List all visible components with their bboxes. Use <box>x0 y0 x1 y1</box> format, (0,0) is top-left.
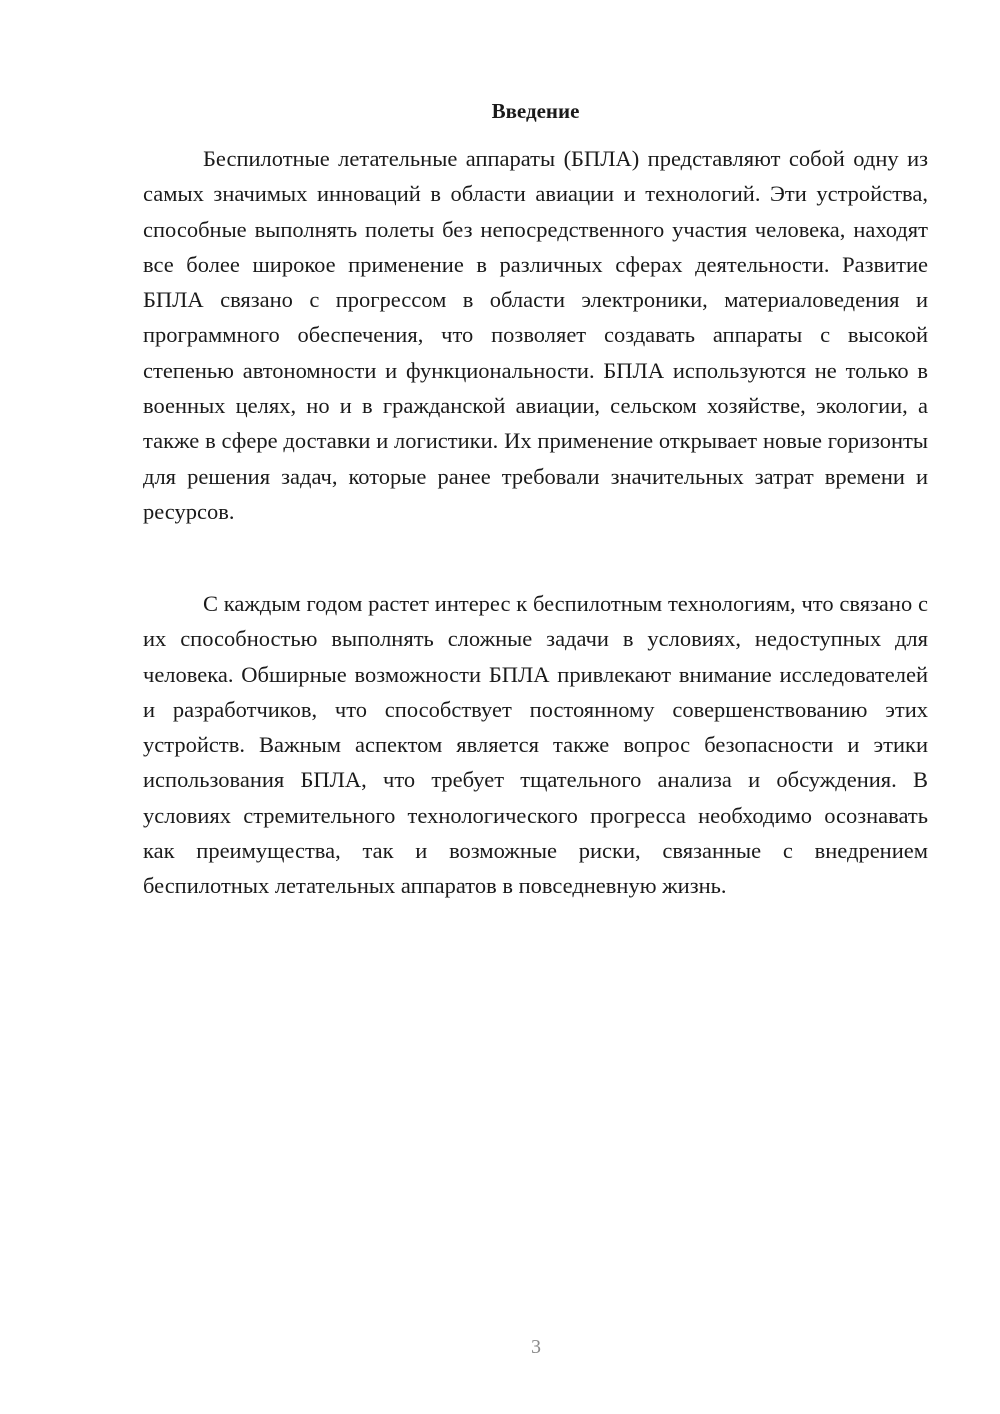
section-title: Введение <box>491 99 580 123</box>
body-paragraph-2: С каждым годом растет интерес к беспилотным технологиям, что связано с их способностью выполнять сложные задачи в условиях, недоступных для человека. Обширные возможности БПЛА привлекают внимание исследователей и разработчиков, что способствует постоянному совершенствованию этих устройств. Важным аспектом является также вопрос безопасности и этики использования БПЛА, что требует тщательного анализа и обсуждения. В условиях стремительного технологического прогресса необходимо осознавать как преимущества, так и возможные риски, связанные с внедрением беспилотных летательных аппаратов в повседневную жизнь. <box>143 591 928 899</box>
body-paragraph-1: Беспилотные летательные аппараты (БПЛА) представляют собой одну из самых значимых инноваций в области авиации и технологий. Эти устройства, способные выполнять полеты без непосредственного участия человека, находят все более широкое применение в различных сферах деятельности. Развитие БПЛА связано с прогрессом в области электроники, материаловедения и программного обеспечения, что позволяет создавать аппараты с высокой степенью автономности и функциональности. БПЛА используются не только в военных целях, но и в гражданской авиации, сельском хозяйстве, экологии, а также в сфере доставки и логистики. Их применение открывает новые горизонты для решения задач, которые ранее требовали значительных затрат времени и ресурсов. <box>143 146 928 524</box>
page-number: 3 <box>531 1336 541 1358</box>
